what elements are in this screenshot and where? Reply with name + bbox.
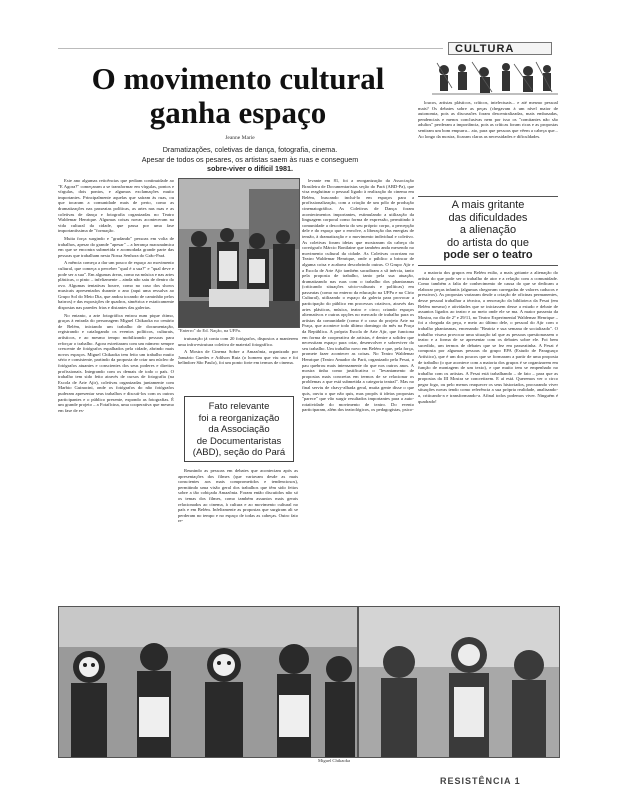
headline-line-1: O movimento cultural — [91, 61, 385, 96]
column-1-paragraph-2: Muita força surgindo e "grudando" pessoas em volta de trabalhos, apesar do grande "apesar" – a herança macunaímica em que se encontra submetida e acomodada grande parte das pessoas que trabalham nesta Nossa Senhora do Grão-Pará. — [58, 235, 174, 258]
column-2-under-photo-text: truturação já conta com 20 fotógrafos, dispostos a manterem uma infra-estrutura coletiva de material fotográfico. — [178, 336, 298, 347]
footer-text: RESISTÊNCIA 1 — [440, 776, 521, 786]
photo-caption-top: "Enterro" do Ed. Nação, na UFPa. — [178, 328, 241, 333]
headline — [58, 62, 418, 130]
deck-line-2: Apesar de todos os pesares, os artistas saem às ruas e conseguem — [141, 154, 359, 164]
pull-quote-1-line-4: de Documentaristas — [196, 435, 282, 447]
column-1-paragraph-1: Este ano algumas reticências que pediam continuidade ao "E Agora?" começaram a se transformar em vírgulas, pontos e vírgulas, dois pontos, e algumas exclamações muito importantes. Principalmente aquelas que saíram às ruas, ou que tocaram a comunidade mais de perto, como as dramatizações nas passeatas políticas, as artes nas ruas e as coletivas de dança e fotografia organizadas no Teatro Waldemar Henrique. Algumas coisas novas aconteceram na vida cultural da cidade, que passa por uma fase importantíssima de "formação. — [58, 178, 174, 234]
column-1-paragraph-3: A mência começa a dar um pouco de espaço ao movimento cultural, que começa a perceber "qual é a sua?" e "qual deve e pode ser a sua". Em algumas áreas, como na música e nas artes plásticas, o pinto – infelizmente – ainda não saiu de dentro do ovo. Algumas tentativas houve, como no caso dos shows musicais apresentados durante o ano (aqui uma ressalva ao Grupo Sol do Meio Dia, que andou tocando de caminhão pelos bairros) e das exposições de quadros, simétrica e estaticamente dispostas nas paredes frias e distantes das galerias. — [58, 260, 174, 311]
byline: Jeanne Marie — [225, 135, 255, 141]
column-1 — [58, 178, 174, 603]
photo-credit-bottom: Miguel Chikaoka — [318, 758, 351, 763]
column-4-top-text: loucos, artistas plásticos, críticos, intelectuais... e até mesmo pessoal mais? Os debates sobre as peças (chegavam à um nível maior de autonomia, pois as discussões foram descentralizadas, mais embasadas, pendenciais e menos conclusivas nem por isso os "comitantes não são adultos" perderam a importância, pois as críticas foram ricas e as propostas sentiram um bom empurra... ato, para que pessoas que vêem a cabeça que... Ao longo da mostra, ficaram claras as necessidades e dificuldades. — [418, 100, 558, 139]
photo-enterro — [178, 178, 300, 328]
pull-quote-1-line-3: da Associação — [208, 424, 270, 435]
pull-quote-2 — [418, 199, 558, 262]
deck-line-1: Dramatizações, coletivas de dança, fotografia, cinema. — [162, 145, 338, 154]
column-2-under-photo-text-b: A Mostra de Cinema Sobre a Amazônia, organizado por Januário Guedes e Adilson Ruiz (o homem que viu uso e foi belíndoer São Paulo), foi um ponto forte em termos de cinema. — [178, 349, 298, 366]
pull-quote-2-rule-bottom — [418, 265, 558, 266]
section-label: CULTURA — [448, 42, 552, 55]
deck — [130, 145, 370, 174]
column-1-paragraph-4: No entanto, a arte fotográfica entrou num pique ótimo, graças à entrada do personagem Miguel Chikaoka no cenário de Belém, iniciando um trabalho de documentação, registrando e catalogando os eventos políticos, culturais, artísticos, e ao mesmo tempo mobilizando pessoas para reforçar o trabalho. Agora estreitaram com um número sempre crescente de fotógrafos espalhados pela cidade, abrindo mais novos espaços. Miguel Chikaoka tem feito um trabalho muito sério e consistente, partindo da proposta de criar um núcleo de fotógrafos atuantes e conscientes dos seus poderes e direitos profissionais. Integrando com os demais de todo o país. O trabalho tem sido feito através de cursos de fotografia (na Escola de Arte Ajir), coletivas organizadas juntamente com Marbio Guinacini, onde os fotógrafos do não fotógrafos puderam apresentar seus trabalhos e discuti-los com os outros participantes e o público presente, expondo as fotografias. É um grande projeto – a Fotafícina, uma cooperativa que mesmo em fase de es- — [58, 312, 174, 413]
deck-line-3: sobre-viver o difícil 1981. — [207, 164, 293, 173]
pull-quote-1-line-5: (ABD), seção do Pará — [192, 447, 286, 458]
headline-line-2: ganha espaço — [149, 95, 327, 130]
pull-quote-2-line-5: pode ser o teatro — [443, 249, 533, 261]
column-2-bottom-text: Reunindo as pessoas em debates que aconteciam após as apresentações dos filmes (que variavam desde as mais conscientes aos mais comprometidos e tendenciosos), permitindo uma visão geral dos trabalhos que têm sido feitos sobre a tão cobiçada Amazônia. Foram então discutidos não só os temas dos filmes, como também assuntos mais gerais relacionados ao cinema, à cultura e ao movimento cultural no país e em Belém. Infelizmente as propostas que surgiram ali se perderam no tempo e no espaço de todas as cabeças. Outro fato re- — [178, 468, 298, 524]
pull-quote-2-line-2: das dificuldades — [448, 211, 528, 224]
column-4-bottom — [418, 270, 558, 602]
header-rule — [58, 48, 443, 49]
pull-quote-1-line-2: foi a reorganização — [198, 412, 280, 424]
pull-quote-2-line-3: a alienação — [459, 224, 517, 236]
illustration-top-right — [432, 58, 558, 98]
column-4-top — [418, 100, 558, 192]
pull-quote-1 — [184, 396, 294, 462]
photo-bottom-left — [58, 606, 358, 758]
pull-quote-1-line-1: Fato relevante — [208, 401, 270, 412]
column-4-bottom-text: a maioria dos grupos em Belém estão, a mais gritante a alienação do artista do que pode ser o trabalho de ator e a relação com a comunidade. Como também a falta de conhecimento de causa do que se dedicam a elaborar peças infantis (algumas chegavam carregadas de valores caducos e pressivos). As propostas variaram desde a criação de oficinas permanentes, desse pessoal trabalhar a técnica, a renovação da biblioteca da Fesat (em Belém mesmo) e atividades que se iniciassem desse a estudo e debate de assuntos ligados ao teatro e ao meio onde ele se ma. A maior passeata da Mostra, no dia de 2º e 29/11, no Teatro Experimental Waldemar Henrique – foi a chegada da peça, e meio ao último dele, o pessoal do Ajir com o trabalho phantasmas, encenando "Beatriz e sua semana de socializado". O trabalho visava provocar uma situação tal que as pessoas questionassem o teatro e a forma de se apresentar com os debates sobre ele. Foi bem sucedido, um termos de debates que se fez em passeatinha. A Fesat é composta por algumas pessoas do grupo EPA (Estudo de Paraguaço Artístico), que é um dos poucos que se formaram a partir de uma proposta de trabalho (o que acontece com a maioria dos grupos é se organizarem em função de montagem de um texto), e que muito tem se empenhado no trabalho com os artistas. A Fesat está trabalhando – de fato – para que as propostas da III Mostra se concretizem. E aí está. Queremos ver o circo pegar fogo, ou pelo menos reaquecer os seus historiados, procurando viver situações novas tendo como referência a sua própria realidade, analisando-a, criticando-a e transformando-a. Afinal todos podemos viver. Ninguém é quadrado! — [418, 270, 558, 404]
column-2-bottom — [178, 468, 298, 603]
pull-quote-2-line-1: A mais gritante — [451, 199, 525, 211]
column-3 — [302, 178, 414, 603]
pull-quote-2-rule-top — [418, 196, 558, 197]
pull-quote-2-line-4: do artista do que — [447, 236, 529, 249]
photo-bottom-right — [358, 606, 560, 758]
column-2-under-photo — [178, 336, 298, 394]
column-3-text: levante em 81, foi a reorganização da Associação Brasileira de Documentaristas seção do Pará (ABD-Pa), que visa reaglutinar o pessoal ligado à realização do cinema em Belém, buscando incluí-lo em espaços para a profissionalização, com a criação de um pólo de produção cinematográfica. As Coletivas de Dança foram acontecimentos importantes, estimulando a utilização da linguagem corporal como forma de expressão, permitindo à comunidade a descoberta do seu próprio corpo, a percepção dele e do espaço que o envolve, a liberação das energias de tensão, à dramatização e o movimento individual e coletivo. As coletivas foram ideias que mostraram da cabeça do coreógrafo Márcio Bonilaine que também anda mexendo no movimento cultural da cidade. As Coletivas ocorriam no Teatro Waldemar Henrique, onde o público a brincar de alguma coisa e acabava descobrindo outras. O Grupo Ajir e a Escola de Arte Ajir também sacudiram a sã inércia, tanto pela proposta de trabalho, tanto pela sua atuação, dramatizando nas ruas com o trabalho dos phantasmas (criticando situações sócio-culturais e políticas) em passeatas (como no enterro da educação na UFPa e no Círio Cultural), utilizando o espaço da galeria para provocar a participação do público em processos criativos, através das artes plásticas, música, teatro e circo; criando espaços alternativos e outras opções no mercado de trabalho para os artistas da comunidade (como é o caso do projeto Arte na Praça, que acontece todo último domingo do mês na Praça da República. A própria Escola de Arte Ajir, que funciona em forma de cooperativa de artistas, é dentre a solidez que necessitam espaço para criar, desenvolver e sobreviver do seu trabalho. Um trabalho novo em Belém e que, pela força, promete fazer acontecer as coisas. No Teatro Waldemar Henrique (Teatro Amador do Pará, organizado pela Fesat, o pau quebrou mais intensamente do que nos outros anos. A mostra tinha como justificativa o "levantamento de propostas mais concretas em termos de se relacionar os problemas a que está submetida a categoria teatral". Mas no final serviu de chavy-alhada geral, muita gente disse o que quis, ouviu o que não quis, mas propôs ti ideias propostas "parece" que vão surgir resultados importantes para a auto-rotatividade do movimento de teatro. Do evento participaram, além dos teatrológicos, os pedagogistas, psico- — [302, 178, 414, 413]
